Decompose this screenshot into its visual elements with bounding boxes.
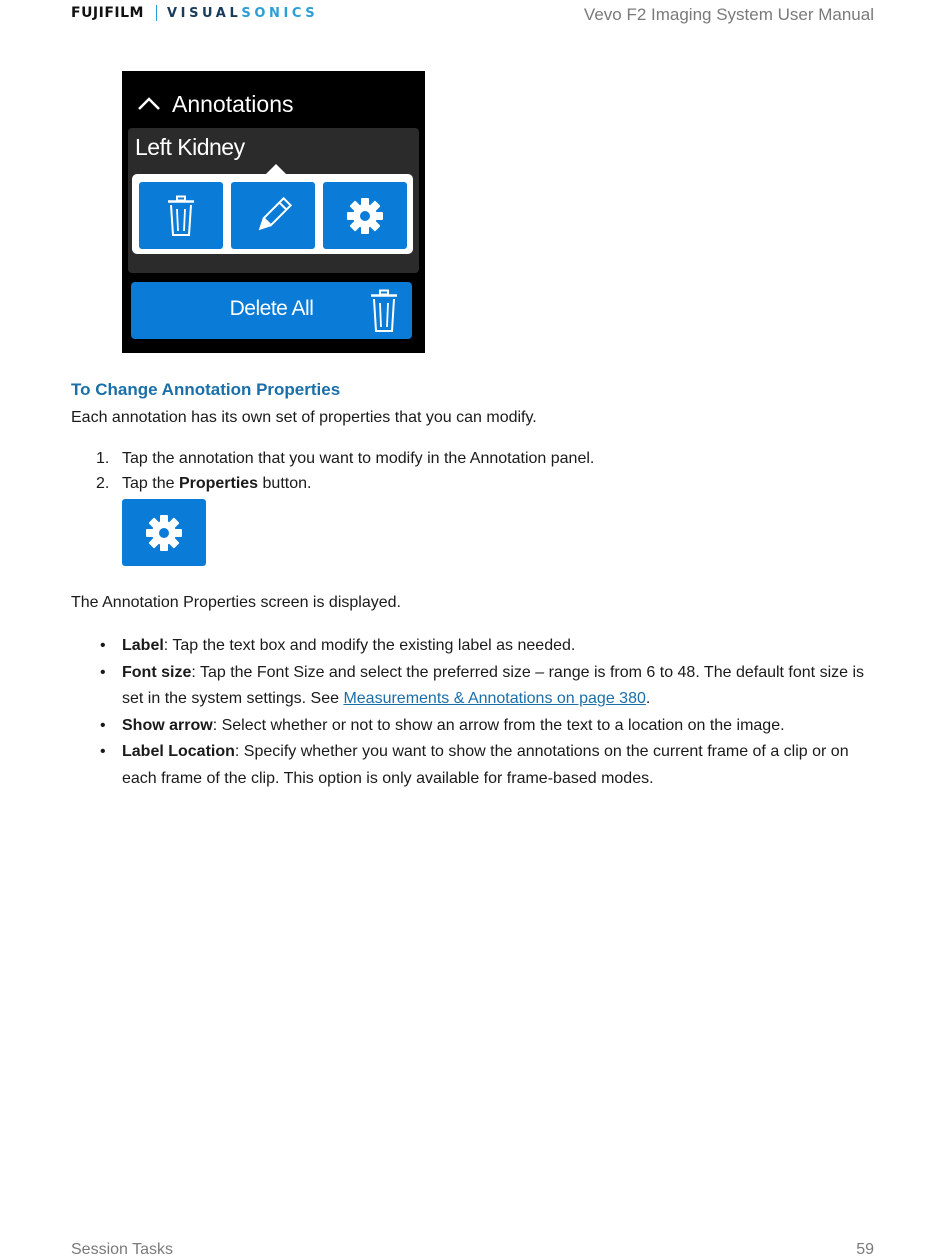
measurements-annotations-link[interactable]: Measurements & Annotations on page 380 [343,690,646,707]
trash-icon [369,289,399,333]
logo-fujifilm: FUJIFILM [71,5,144,21]
bullet-text: : Select whether or not to show an arrow from the text to a location on the image. [212,716,785,734]
logo-visual: VISUAL [166,5,242,21]
step-text-post: button. [258,475,312,492]
step-text-pre: Tap the [122,475,179,492]
bullet-text-after: . [645,690,651,707]
step-number: 2. [96,475,110,492]
document-title: Vevo F2 Imaging System User Manual [583,5,874,24]
fujifilm-visualsonics-logo [71,4,318,22]
annotations-panel [122,71,425,353]
bullet-term: Label Location [122,743,235,760]
bullet-text: : Specify whether you want to show the annotations on the current frame of a clip or on each frame of the clip. This option is only available for frame-based modes. [122,743,849,787]
annotation-properties-button[interactable] [323,182,407,249]
bullet-term: Label [122,637,164,654]
step-number: 1. [96,450,110,467]
annotations-panel-header[interactable] [136,89,293,119]
gear-icon [145,514,183,552]
intro-paragraph: Each annotation has its own set of properties that you can modify. [71,409,537,426]
delete-annotation-button[interactable] [139,182,223,249]
section-heading: To Change Annotation Properties [71,380,341,399]
annotation-actions-popup [132,174,413,254]
properties-button-image [122,499,206,566]
footer-section-name: Session Tasks [71,1241,173,1258]
list-item [96,660,876,713]
list-item [96,713,876,740]
delete-all-label: Delete All [229,297,314,320]
bullet-text: : Tap the text box and modify the existing label as needed. [163,637,576,654]
step-text-bold: Properties [178,475,259,492]
annotation-item[interactable] [128,128,419,273]
annotation-label: Left Kidney [135,134,245,160]
bullet-term: Font size [122,663,192,681]
bullet-term: Show arrow [122,716,213,734]
delete-all-button[interactable] [131,282,412,339]
chevron-up-icon [136,94,162,114]
bullet-text: : Tap the Font Size and select the preferred size – range is from 6 to 48. The default font size is set in the system settings. See [122,663,865,707]
properties-list [96,633,876,792]
logo-divider [156,5,157,21]
logo-sonics: SONICS [241,5,319,21]
pencil-icon [253,196,293,236]
step-text: Tap the annotation that you want to modify in the Annotation panel. [122,450,595,467]
annotations-panel-title: Annotations [172,90,294,117]
gear-icon [346,197,384,235]
page-number: 59 [856,1241,874,1258]
list-item [96,739,876,792]
trash-icon [166,195,196,237]
list-item [96,633,876,660]
screen-displayed-text: The Annotation Properties screen is displayed. [71,594,401,611]
edit-annotation-button[interactable] [231,182,315,249]
step-text [122,475,311,493]
popup-pointer [265,164,287,175]
